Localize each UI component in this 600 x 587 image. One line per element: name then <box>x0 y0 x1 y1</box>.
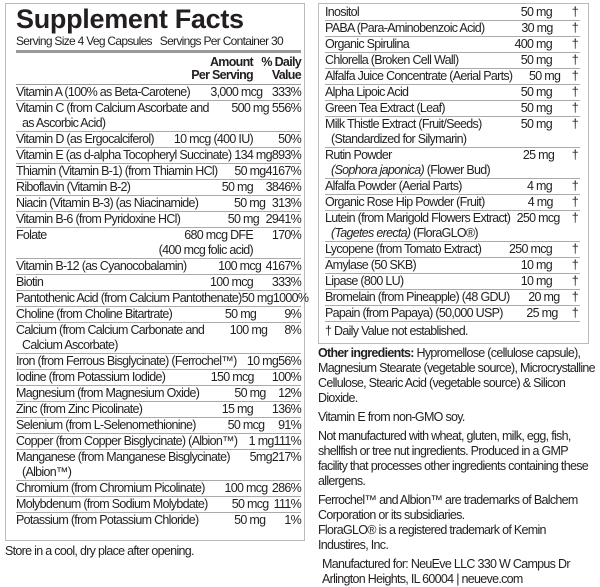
allergen-note: Not manufactured with wheat, gluten, milk, egg, fish, shellfish or tree nut ingredients. Produced in a GMP facility that processes other ingredients containing these allergens. <box>318 429 588 488</box>
amount-detail: (400 mcg folic acid) <box>158 243 253 257</box>
amount: 150 mcg <box>210 370 254 384</box>
amount-cell <box>199 386 265 401</box>
name-cell <box>16 228 159 258</box>
name-cell <box>16 164 217 179</box>
nutrient-name: Niacin (Vitamin B-3) (as Niacinamide) <box>16 196 199 210</box>
table-row <box>16 418 301 434</box>
table-row <box>16 101 301 132</box>
amount-cell <box>172 307 256 322</box>
daily-value: 170% <box>271 228 301 242</box>
nutrient-name: Biotin <box>16 275 44 289</box>
daily-value: 333% <box>271 275 301 289</box>
manufacturer-line-1: Manufactured for: NeuEve LLC 330 W Campus Dr <box>322 557 570 571</box>
nutrient-name: Magnesium (from Magnesium Oxide) <box>16 386 200 400</box>
amount-cell <box>163 180 253 195</box>
amount: 400 mg <box>514 37 552 51</box>
amount-cell <box>231 148 271 163</box>
daily-value: † <box>571 101 578 115</box>
amount: 50 mg <box>520 85 552 99</box>
name-cell <box>16 196 198 211</box>
name-cell <box>325 242 482 257</box>
name-cell <box>325 117 482 147</box>
amount-cell <box>190 85 262 100</box>
amount: 134 mg <box>234 148 272 162</box>
nutrient-name: Alpha Lipoic Acid <box>325 85 409 99</box>
amount: 50 mg <box>234 513 266 527</box>
name-cell <box>325 290 510 305</box>
name-cell <box>325 195 485 210</box>
daily-value: † <box>571 53 578 67</box>
amount-header: Amount <box>209 55 253 69</box>
amount-cell <box>482 258 552 273</box>
table-row <box>325 21 580 37</box>
nutrient-name-line2 <box>325 132 482 147</box>
name-cell <box>325 37 482 52</box>
amount-cell <box>482 242 552 257</box>
amount-header-2: Per Serving <box>191 68 253 82</box>
amount: 25 mg <box>526 306 558 320</box>
nutrient-name: Amylase (50 SKB) <box>325 258 416 272</box>
table-row <box>325 242 580 258</box>
nutrient-name: Vitamin E (as d-alpha Tocopheryl Succinate) <box>16 148 232 162</box>
daily-value: 111% <box>273 497 301 511</box>
name-cell <box>325 85 482 100</box>
nutrient-name: Riboflavin (Vitamin B-2) <box>16 180 131 194</box>
amount: 50 mg <box>241 291 273 305</box>
daily-value: † <box>571 258 578 272</box>
amount-cell <box>159 228 253 258</box>
daily-value: 313% <box>271 196 301 210</box>
nutrient-name: Calcium (from Calcium Carbonate and <box>16 323 205 337</box>
supplement-facts-panel <box>5 3 309 541</box>
table-row <box>325 101 580 117</box>
name-cell <box>16 212 180 227</box>
amount: 10 mg <box>246 354 279 368</box>
daily-value: 3846% <box>265 180 301 194</box>
amount: 100 mcg <box>209 275 253 289</box>
name-cell <box>16 275 163 290</box>
amount: 50 mcg <box>227 418 265 432</box>
table-row <box>16 148 301 164</box>
nutrient-name: Lycopene (from Tomato Extract) <box>325 242 482 256</box>
amount: 50 mg <box>227 212 259 226</box>
amount: 50 mg <box>520 53 552 67</box>
table-row <box>16 354 301 370</box>
amount: 100 mcg <box>224 481 268 495</box>
amount-cell <box>510 290 560 305</box>
name-cell <box>16 513 199 528</box>
amount: 10 mg <box>520 258 552 272</box>
name-cell <box>16 180 163 195</box>
daily-value: † <box>571 69 578 83</box>
daily-value: † <box>571 179 578 193</box>
daily-value: † <box>571 242 578 256</box>
nutrient-name-detail: (Albion™) <box>22 465 72 479</box>
table-row <box>16 164 301 180</box>
table-row <box>16 196 301 212</box>
amount-cell <box>490 148 554 178</box>
nutrient-name-detail: (Flower Bud) <box>424 163 490 177</box>
name-cell <box>16 307 172 322</box>
amount: 500 mg <box>231 101 269 115</box>
amount-cell <box>204 323 267 353</box>
name-cell <box>325 101 482 116</box>
nutrient-name: Vitamin B-6 (from Pyridoxine HCl) <box>16 212 181 226</box>
nutrient-name: Vitamin D (as Ergocalciferol) <box>16 132 154 146</box>
nutrient-name: Thiamin (Vitamin B-1) (from Thiamin HCl) <box>16 164 218 178</box>
amount-cell <box>165 370 254 385</box>
table-row <box>16 212 301 228</box>
name-cell <box>325 148 490 178</box>
daily-value: 100% <box>271 370 301 384</box>
name-cell <box>325 179 482 194</box>
table-row <box>16 291 309 307</box>
panel-title: Supplement Facts <box>16 4 244 34</box>
daily-value: 91% <box>278 418 301 432</box>
amount-cell <box>209 101 269 131</box>
name-cell <box>16 418 196 433</box>
nutrient-name-line2 <box>16 116 209 131</box>
nutrient-name: Iron (from Ferrous Bisglycinate) (Ferrochel™) <box>16 354 237 368</box>
name-cell <box>16 370 165 385</box>
name-cell <box>325 306 503 321</box>
table-row <box>16 307 301 323</box>
table-row <box>16 402 301 418</box>
nutrient-name: Inositol <box>325 5 360 19</box>
nutrient-name-detail: Calcium Ascorbate) <box>22 338 118 352</box>
amount: 10 mcg (400 IU) <box>173 132 253 146</box>
nutrient-name: Chromium (from Chromium Picolinate) <box>16 481 205 495</box>
table-row <box>325 179 580 195</box>
nutrient-name: Pantothenic Acid (from Calcium Pantothenate) <box>16 291 242 305</box>
nutrient-name: Papain (from Papaya) (50,000 USP) <box>325 306 503 320</box>
table-row <box>16 497 301 513</box>
amount-cell <box>503 306 558 321</box>
other-ingredients <box>318 346 598 406</box>
name-cell <box>325 5 482 20</box>
table-row <box>325 53 580 69</box>
amount: 50 mcg <box>231 497 269 511</box>
trademark-note-2: FloraGLO® is a registered trademark of Kemin Industires, Inc. <box>318 523 546 552</box>
nutrient-name: Zinc (from Zinc Picolinate) <box>16 402 143 416</box>
table-row <box>16 450 301 481</box>
amount: 50 mg <box>221 180 253 194</box>
botanical-name: (Sophora japonica) <box>331 163 425 177</box>
nutrient-name: Choline (from Choline Bitartrate) <box>16 307 173 321</box>
other-ingredients-label: Other ingredients: <box>318 346 414 360</box>
amount-cell <box>510 211 559 241</box>
name-cell <box>16 450 230 480</box>
table-row <box>325 117 580 148</box>
amount-cell <box>485 195 553 210</box>
dv-header-2: Value <box>271 68 301 82</box>
daily-value: 2941% <box>265 212 301 226</box>
daily-value: 1% <box>284 513 301 527</box>
table-row <box>16 434 301 450</box>
nutrient-name: Potassium (from Potassium Chloride) <box>16 513 199 527</box>
amount-cell <box>482 117 552 147</box>
nutrient-name: Vitamin C (from Calcium Ascorbate and <box>16 101 209 115</box>
serving-info: Serving Size 4 Veg Capsules Servings Per Container 30 <box>16 34 301 53</box>
daily-value: 217% <box>271 450 301 464</box>
nutrient-name: Copper (from Copper Bisglycinate) (Albion™) <box>16 434 238 448</box>
amount: 250 mcg <box>516 211 560 225</box>
amount: 50 mg <box>528 69 561 83</box>
name-cell <box>16 259 187 274</box>
table-row <box>325 148 580 179</box>
name-cell <box>16 323 204 353</box>
daily-value: † <box>571 306 578 320</box>
table-row <box>325 69 580 85</box>
nutrient-name-line2 <box>325 163 490 178</box>
amount-cell <box>163 275 253 290</box>
daily-value: 9% <box>284 307 301 321</box>
amount-cell <box>205 481 268 496</box>
nutrient-table <box>16 85 309 528</box>
amount: 250 mcg <box>508 242 552 256</box>
amount-cell <box>237 434 273 449</box>
amount: 4 mg <box>527 179 552 193</box>
amount: 1 mg <box>248 434 274 448</box>
nutrient-name: Molybdenum (from Sodium Molybdate) <box>16 497 208 511</box>
ingredient-table <box>325 5 580 321</box>
daily-value: † <box>571 148 578 162</box>
amount: 3,000 mcg <box>210 85 263 99</box>
table-row <box>325 85 580 101</box>
table-row <box>325 258 580 274</box>
table-row <box>325 5 580 21</box>
amount: 50 mg <box>234 386 266 400</box>
botanical-name: (Tagetes erecta) <box>331 226 411 240</box>
amount-cell <box>198 196 265 211</box>
amount-cell <box>482 179 552 194</box>
nutrient-name: Rutin Powder <box>325 148 392 162</box>
nutrient-name: Iodine (from Potassium Iodide) <box>16 370 166 384</box>
daily-value: 4167% <box>265 259 301 273</box>
amount-cell <box>163 132 253 147</box>
amount-cell <box>187 259 262 274</box>
amount-cell <box>199 513 266 528</box>
supplement-facts-panel-continued <box>318 3 589 344</box>
nutrient-name: Alfalfa Powder (Aerial Parts) <box>325 179 462 193</box>
amount-cell <box>482 5 552 20</box>
name-cell <box>16 402 163 417</box>
name-cell <box>325 21 484 36</box>
amount: 50 mg <box>520 101 552 115</box>
amount-cell <box>208 497 269 512</box>
daily-value: † <box>571 274 578 288</box>
table-row <box>16 275 301 291</box>
daily-value: 12% <box>278 386 301 400</box>
amount-cell <box>482 37 552 52</box>
daily-value: 893% <box>271 148 301 162</box>
daily-value: 333% <box>271 85 301 99</box>
column-header <box>16 53 301 85</box>
nutrient-name: Manganese (from Manganese Bisglycinate) <box>16 450 230 464</box>
nutrient-name-detail: (Standardized for Silymarin) <box>331 132 467 146</box>
amount: 25 mg <box>522 148 555 162</box>
table-row <box>325 211 580 242</box>
amount: 50 mg <box>520 5 552 19</box>
nutrient-name: Organic Rose Hip Powder (Fruit) <box>325 195 485 209</box>
nutrient-name: Chlorella (Broken Cell Wall) <box>325 53 459 67</box>
table-row <box>325 274 580 290</box>
amount: 50 mg <box>224 307 257 321</box>
daily-value: † <box>571 290 578 304</box>
name-cell <box>325 53 482 68</box>
name-cell <box>16 481 205 496</box>
daily-value: 136% <box>271 402 301 416</box>
name-cell <box>16 434 237 449</box>
table-row <box>16 370 301 386</box>
daily-value: 286% <box>271 481 301 495</box>
name-cell <box>16 497 208 512</box>
amount: 680 mcg DFE <box>184 228 253 242</box>
amount-cell <box>242 291 273 306</box>
daily-value: 56% <box>278 354 301 368</box>
amount: 100 mcg <box>218 259 262 273</box>
amount-cell <box>230 450 272 480</box>
nutrient-name: Folate <box>16 228 47 242</box>
nutrient-name-line2 <box>16 338 204 353</box>
daily-value: † <box>571 211 578 225</box>
amount: 50 mg <box>234 164 266 178</box>
nutrient-name: Alfalfa Juice Concentrate (Aerial Parts) <box>325 69 513 83</box>
nutrient-name-line2 <box>325 226 510 241</box>
nutrient-name: Lipase (800 LU) <box>325 274 404 288</box>
name-cell <box>16 101 209 131</box>
table-row <box>16 228 301 259</box>
nutrient-name-line2 <box>16 465 230 480</box>
name-cell <box>16 386 199 401</box>
name-cell <box>325 69 512 84</box>
nutrient-name: Milk Thistle Extract (Fruit/Seeds) <box>325 117 482 131</box>
nutrient-name: Organic Spirulina <box>325 37 409 51</box>
amount-cell <box>217 164 265 179</box>
vitamin-e-note: Vitamin E from non-GMO soy. <box>318 410 465 424</box>
daily-value: 4167% <box>265 164 301 178</box>
table-row <box>325 290 580 306</box>
amount: 30 mg <box>521 21 553 35</box>
name-cell <box>16 291 242 306</box>
daily-value: † <box>571 37 578 51</box>
daily-value-footnote: † Daily Value not established. <box>325 321 580 339</box>
amount-cell <box>482 53 552 68</box>
table-row <box>325 195 580 211</box>
amount-cell <box>482 85 552 100</box>
daily-value: † <box>571 5 578 19</box>
name-cell <box>16 354 237 369</box>
table-row <box>16 132 301 148</box>
nutrient-name: Bromelain (from Pineapple) (48 GDU) <box>325 290 510 304</box>
name-cell <box>325 211 510 241</box>
amount: 100 mg <box>229 323 268 337</box>
table-row <box>325 37 580 53</box>
name-cell <box>16 132 163 147</box>
amount-cell <box>163 402 253 417</box>
daily-value: † <box>571 117 578 131</box>
name-cell <box>16 148 231 163</box>
nutrient-name: Selenium (from L-Selenomethionine) <box>16 418 196 432</box>
daily-value: 8% <box>284 323 301 337</box>
storage-note: Store in a cool, dry place after opening. <box>5 544 194 558</box>
table-row <box>16 323 301 354</box>
name-cell <box>325 258 482 273</box>
table-row <box>16 513 301 528</box>
table-row <box>16 85 301 101</box>
amount: 20 mg <box>528 290 560 304</box>
nutrient-name: PABA (Para-Aminobenzoic Acid) <box>325 21 485 35</box>
nutrient-name: Vitamin B-12 (as Cyanocobalamin) <box>16 259 187 273</box>
amount: 5mg <box>249 450 272 464</box>
name-cell <box>16 85 190 100</box>
amount: 4 mg <box>527 195 553 209</box>
nutrient-name-detail: as Ascorbic Acid) <box>22 116 106 130</box>
amount: 50 mg <box>520 117 552 131</box>
table-row <box>16 386 301 402</box>
amount: 15 mg <box>221 402 253 416</box>
daily-value: † <box>571 85 578 99</box>
other-ingredients-text: Hypromellose (cellulose capsule), Magnesium Stearate (vegetable source), Microcrystalline Cellulose, Stearic Acid (vegetable source) & Silicon Dioxide. <box>318 346 595 405</box>
nutrient-name-detail: (FloraGLO®) <box>410 226 478 240</box>
amount-cell <box>180 212 259 227</box>
name-cell <box>325 274 482 289</box>
amount-cell <box>196 418 265 433</box>
daily-value: † <box>571 195 578 209</box>
amount-cell <box>484 21 552 36</box>
nutrient-name: Green Tea Extract (Leaf) <box>325 101 445 115</box>
table-row <box>16 180 301 196</box>
amount: 10 mg <box>520 274 552 288</box>
table-row <box>16 481 301 497</box>
amount-cell <box>482 101 552 116</box>
daily-value: 556% <box>271 101 301 115</box>
daily-value: 1000% <box>272 291 309 305</box>
amount-cell <box>512 69 560 84</box>
table-row <box>16 259 301 275</box>
nutrient-name: Lutein (from Marigold Flowers Extract) <box>325 211 511 225</box>
daily-value: † <box>571 21 578 35</box>
amount: 50 mg <box>234 196 266 210</box>
amount-cell <box>237 354 278 369</box>
daily-value: 50% <box>278 132 301 146</box>
table-row <box>325 306 580 321</box>
manufacturer-line-2: Arlington Heights, IL 60004 | neueve.com <box>322 572 523 586</box>
nutrient-name: Vitamin A (100% as Beta-Carotene) <box>16 85 191 99</box>
amount-cell <box>482 274 552 289</box>
daily-value: 111% <box>273 434 301 448</box>
label-notes <box>318 346 598 587</box>
dv-header: % Daily <box>261 55 301 69</box>
trademark-note-1: Ferrochel™ and Albion™ are trademarks of Balchem Corporation or its subsidiaries. <box>318 493 578 522</box>
